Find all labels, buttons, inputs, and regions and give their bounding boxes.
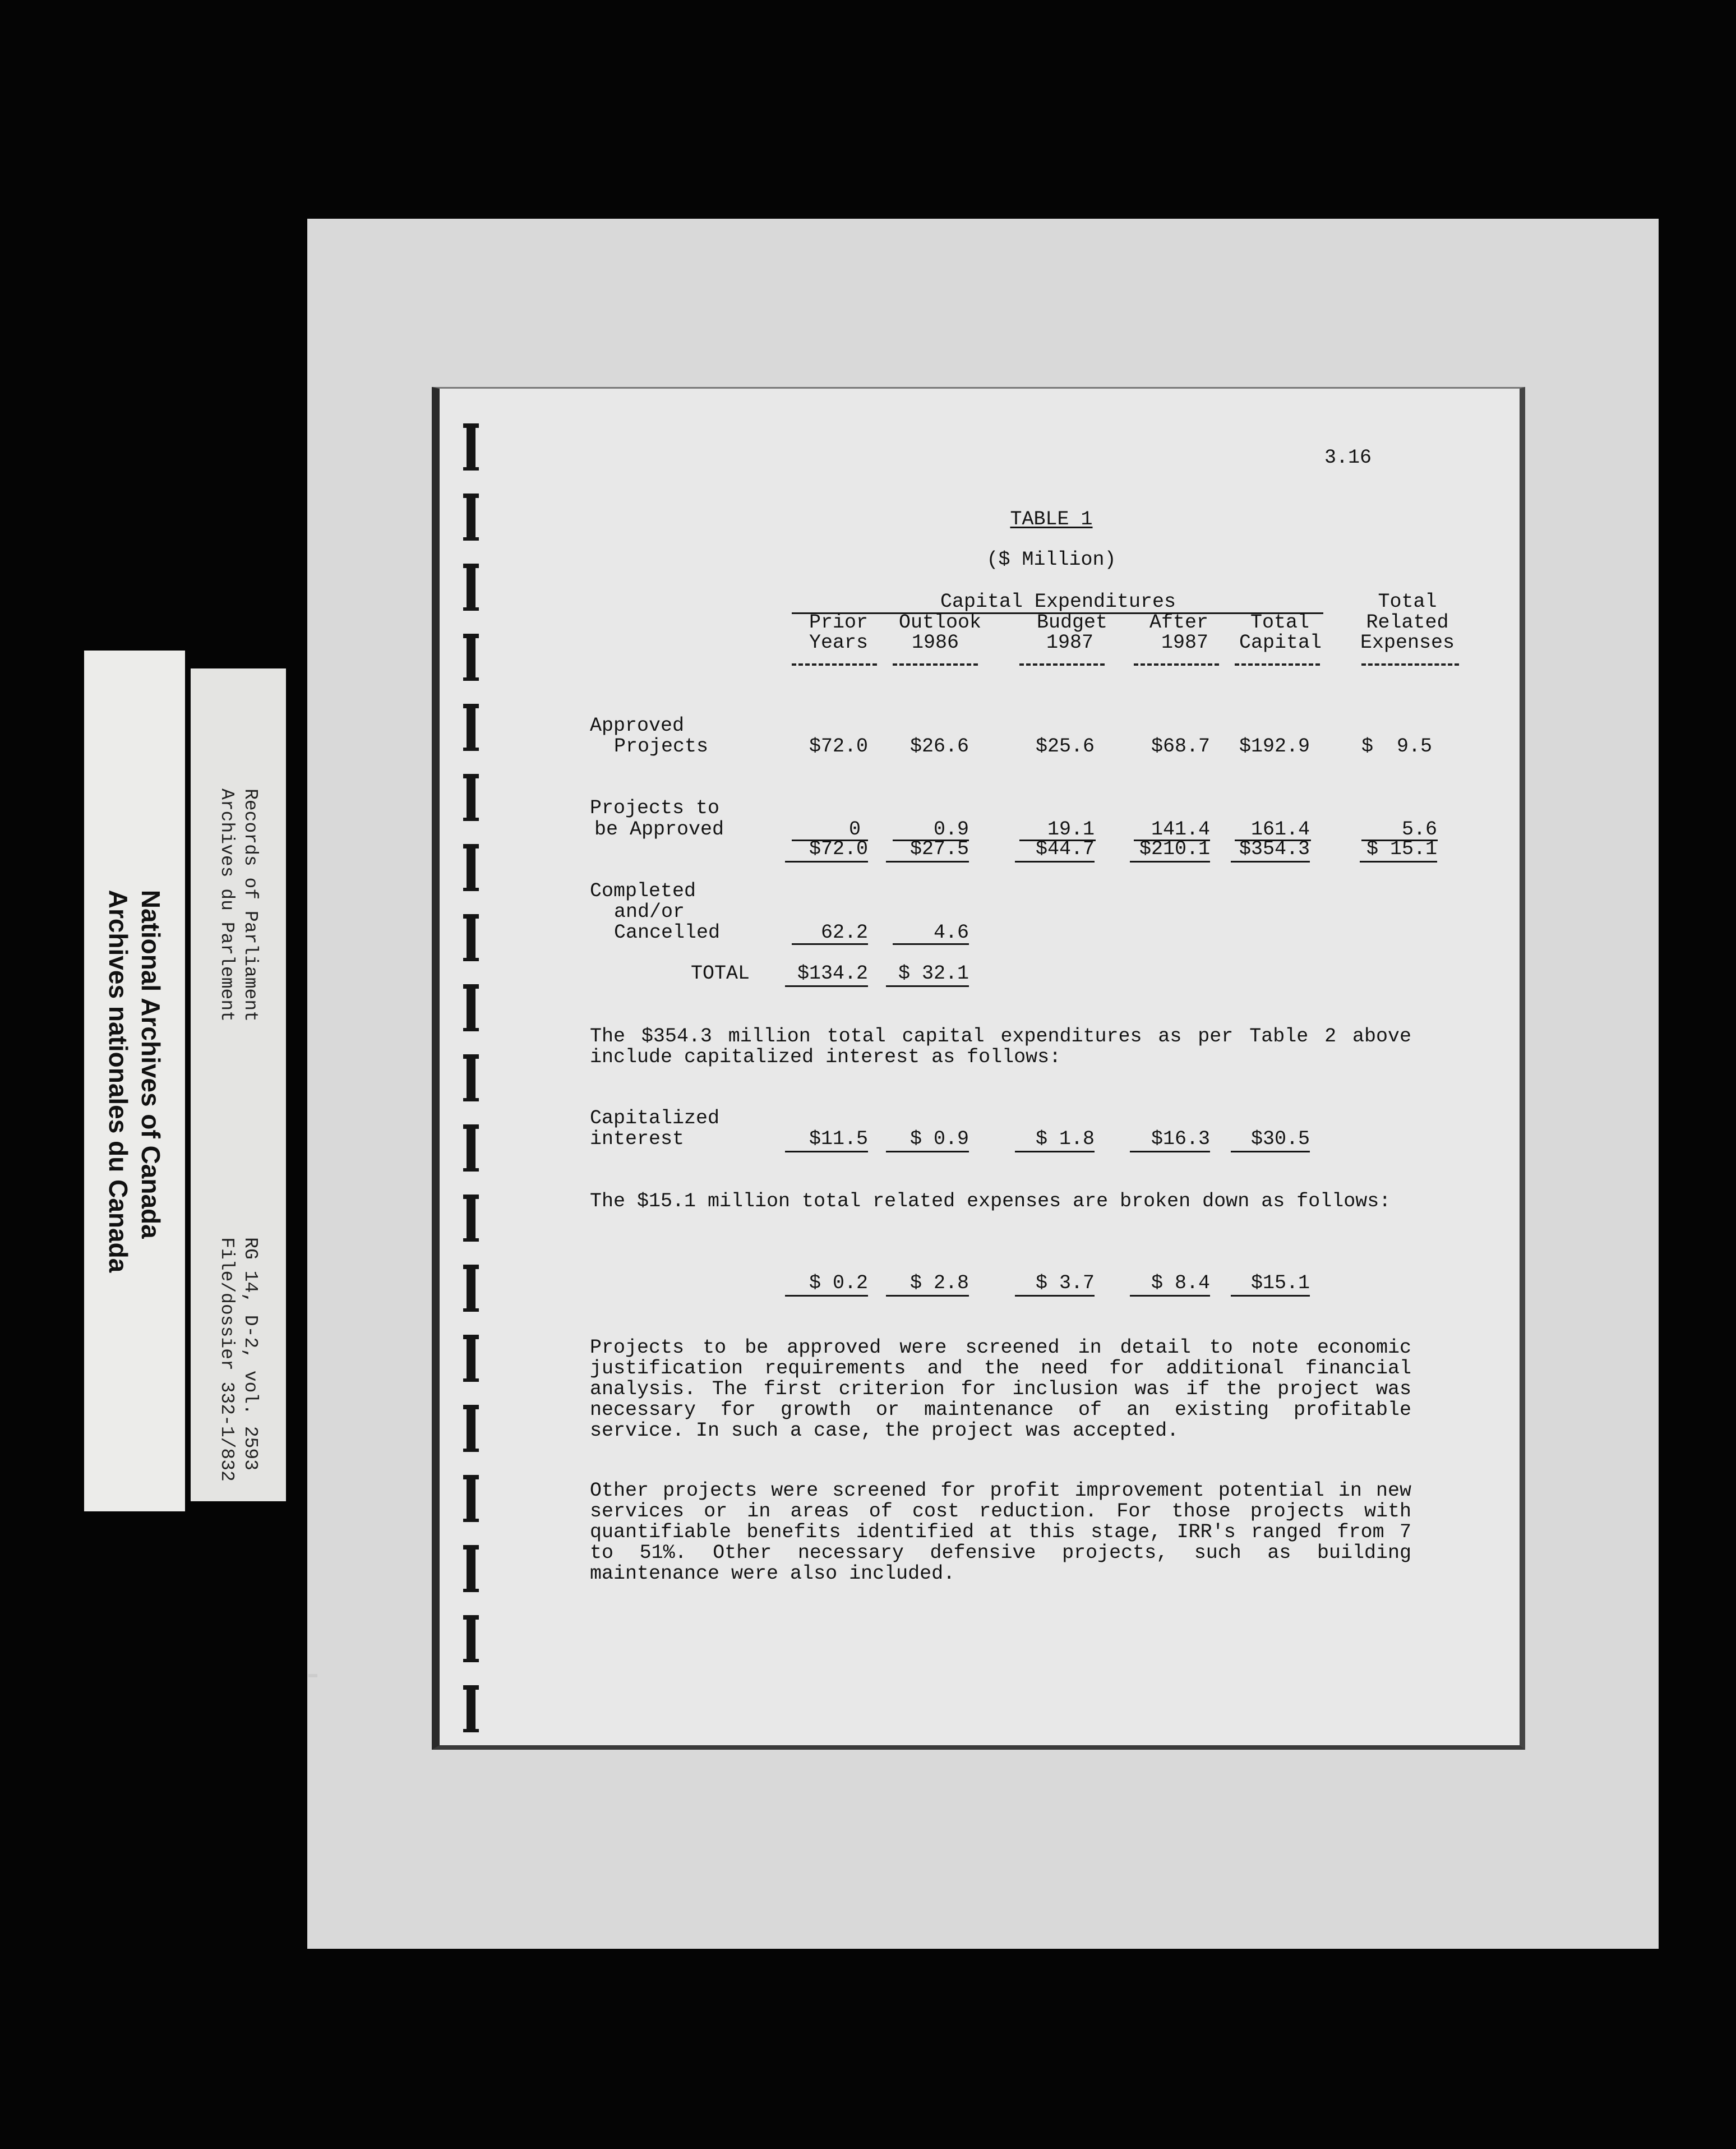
related-prior: $ 0.2 — [785, 1273, 868, 1297]
completed-rule — [792, 943, 868, 945]
capitalized-label2: interest — [590, 1128, 685, 1150]
tobe-prior: 0 — [848, 818, 861, 841]
tobe-budget: 19.1 — [1047, 818, 1095, 841]
binding-hole — [467, 1405, 475, 1449]
total-outlook: $ 32.1 — [886, 963, 969, 987]
col-budget-line2: 1987 — [1046, 631, 1093, 654]
capitalized-total: $30.5 — [1231, 1129, 1310, 1152]
capitalized-after: $16.3 — [1130, 1129, 1210, 1152]
binding-hole — [467, 704, 475, 748]
col-prior-line2: Years — [809, 631, 868, 654]
binding-hole — [467, 634, 475, 677]
header-rule — [1019, 663, 1105, 666]
table-unit: ($ Million) — [986, 548, 1116, 571]
binding-hole — [467, 914, 475, 958]
related-after: $ 8.4 — [1130, 1273, 1210, 1297]
tobe-after: 141.4 — [1151, 818, 1210, 841]
reference-line-1: RG 14, D-2, vol. 2593 — [240, 1237, 261, 1471]
approved-prior: $72.0 — [809, 735, 868, 758]
binding-hole — [467, 1475, 475, 1519]
row-tobe-label2: be Approved — [594, 818, 724, 841]
col-prior-line1: Prior — [809, 611, 868, 634]
col-related-line2: Expenses — [1360, 631, 1455, 654]
binding-hole — [467, 984, 475, 1028]
records-label — [191, 668, 286, 1501]
header-rule — [792, 663, 877, 666]
col-outlook-line1: Outlook — [898, 611, 981, 634]
header-rule — [1134, 663, 1219, 666]
binding-hole — [467, 1615, 475, 1659]
col-related-line1: Related — [1366, 611, 1449, 634]
paragraph-capitalized-intro: The $354.3 million total capital expenditures as per Table 2 above include capitalized interest as follows: — [590, 1025, 1411, 1068]
total-prior: $134.2 — [785, 963, 868, 987]
approved-related: $ 9.5 — [1361, 735, 1433, 758]
binding-hole — [467, 1195, 475, 1238]
col-total-line2: Capital — [1239, 631, 1322, 654]
approved-budget: $25.6 — [1035, 735, 1095, 758]
binding-hole — [467, 1265, 475, 1308]
col-outlook-line2: 1986 — [911, 631, 959, 654]
col-related-line0: Total — [1378, 591, 1437, 613]
approved-after: $68.7 — [1151, 735, 1210, 758]
binding-hole — [467, 1124, 475, 1168]
subtotal-after: $210.1 — [1130, 839, 1210, 863]
subtotal-related: $ 15.1 — [1360, 839, 1437, 863]
row-total-label: TOTAL — [691, 962, 750, 985]
related-budget: $ 3.7 — [1015, 1273, 1095, 1297]
completed-prior: 62.2 — [820, 921, 868, 944]
records-label-top — [215, 788, 262, 1022]
scan-mark — [308, 1674, 317, 1677]
capitalized-prior: $11.5 — [785, 1129, 868, 1152]
approved-total: $192.9 — [1239, 735, 1310, 758]
header-rule — [1235, 663, 1320, 666]
tobe-outlook: 0.9 — [933, 818, 969, 841]
related-total: $15.1 — [1231, 1273, 1310, 1297]
reference-line-2: File/dossier 332-1/832 — [216, 1237, 237, 1482]
row-completed-label3: Cancelled — [614, 921, 721, 944]
completed-outlook: 4.6 — [933, 921, 969, 944]
paragraph-related-intro: The $15.1 million total related expenses are broken down as follows: — [590, 1190, 1391, 1212]
row-tobe-label1: Projects to — [590, 797, 720, 819]
completed-rule — [893, 943, 969, 945]
paragraph-screening: Projects to be approved were screened in detail to note economic justification requirements and the need for additional financial analysis. The first criterion for inclusion was if the project was necessary for growth or maintenance of an existing profitable service. In such a case, the project was accepted. — [590, 1336, 1411, 1442]
archives-label-text — [102, 889, 167, 1272]
binding-hole — [467, 844, 475, 888]
header-rule — [1361, 663, 1459, 666]
header-rule — [893, 663, 978, 666]
records-label-en: Records of Parliament — [240, 788, 261, 1022]
binding-hole — [467, 774, 475, 818]
col-after-line2: 1987 — [1161, 631, 1208, 654]
row-completed-label1: Completed — [590, 880, 696, 902]
archives-label-fr: Archives nationales du Canada — [104, 889, 133, 1272]
binding-hole — [467, 1545, 475, 1589]
col-total-line1: Total — [1250, 611, 1309, 634]
table-title: TABLE 1 — [1010, 508, 1093, 531]
subtotal-budget: $44.7 — [1015, 839, 1095, 863]
subtotal-outlook: $27.5 — [886, 839, 969, 863]
binding-hole — [467, 564, 475, 607]
binding-hole — [467, 1335, 475, 1378]
related-outlook: $ 2.8 — [886, 1273, 969, 1297]
row-completed-label2: and/or — [614, 901, 685, 923]
col-after-line1: After — [1149, 611, 1208, 634]
row-approved-label1: Approved — [590, 714, 685, 737]
tobe-related: 5.6 — [1401, 818, 1437, 841]
capitalized-outlook: $ 0.9 — [886, 1129, 969, 1152]
page-number: 3.16 — [1324, 446, 1372, 469]
approved-outlook: $26.6 — [909, 735, 969, 758]
group-header: Capital Expenditures — [940, 591, 1176, 613]
subtotal-total: $354.3 — [1231, 839, 1310, 863]
records-label-fr: Archives du Parlement — [216, 788, 237, 1022]
archives-label-en: National Archives of Canada — [136, 889, 165, 1239]
binding-hole — [467, 1054, 475, 1098]
binding-hole — [467, 1685, 475, 1729]
records-label-bottom — [215, 1237, 262, 1482]
binding-hole — [467, 423, 475, 467]
tobe-total: 161.4 — [1250, 818, 1310, 841]
binding-hole — [467, 494, 475, 537]
archives-label — [84, 651, 185, 1511]
subtotal-prior: $72.0 — [785, 839, 868, 863]
capitalized-budget: $ 1.8 — [1015, 1129, 1095, 1152]
paragraph-other-projects: Other projects were screened for profit improvement potential in new services or in areas of cost reduction. For those projects with quantifiable benefits identified at this stage, IRR's ranged from 7 to 51%. Other necessary defensive projects, such as building maintenance were also included. — [590, 1479, 1411, 1585]
row-approved-label2: Projects — [614, 735, 709, 758]
col-budget-line1: Budget — [1036, 611, 1107, 634]
capitalized-label1: Capitalized — [590, 1107, 720, 1129]
